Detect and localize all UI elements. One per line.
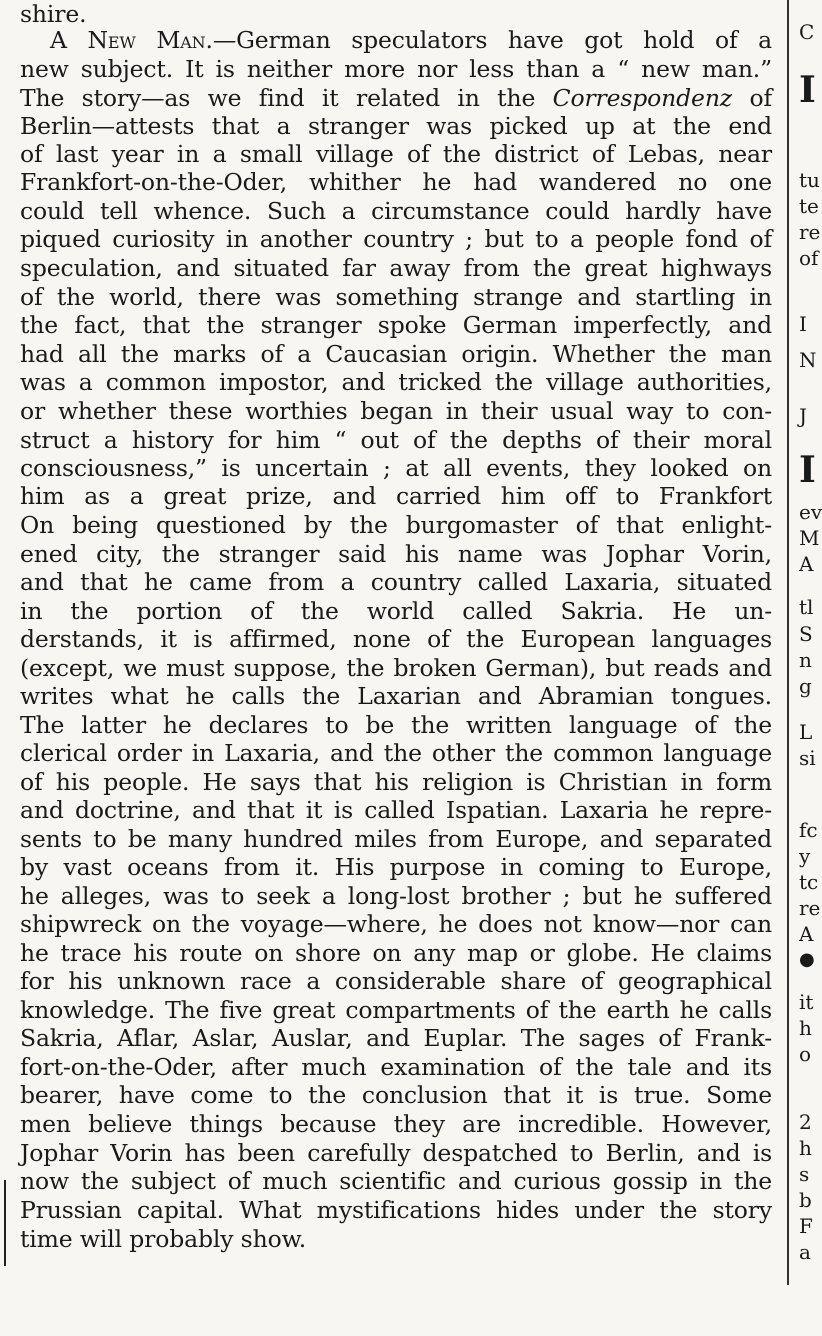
- article-line: him as a great prize, and carried him off to Frankfort: [20, 482, 772, 510]
- article-line: men believe things because they are incredible. However,: [20, 1110, 772, 1138]
- article-line: Prussian capital. What mystifications hides under the story: [20, 1196, 772, 1224]
- fragment: si: [799, 746, 816, 770]
- fragment: I: [799, 312, 807, 336]
- article-line: struct a history for him “ out of the depths of their moral: [20, 426, 772, 454]
- article-line: now the subject of much scientific and curious gossip in the: [20, 1167, 772, 1195]
- article-line: Jophar Vorin has been carefully despatched to Berlin, and is: [20, 1139, 772, 1167]
- fragment: te: [799, 194, 819, 218]
- article-line: The story—as we find it related in the Correspondenz of: [20, 84, 772, 112]
- fragment: S: [799, 622, 813, 646]
- fragment: A: [799, 922, 814, 946]
- article-line: in the portion of the world called Sakria. He un-: [20, 597, 772, 625]
- fragment: F: [799, 1214, 813, 1238]
- adjacent-column-fragments: [795, 0, 822, 1336]
- fragment: n: [799, 648, 812, 672]
- fragment: h: [799, 1016, 812, 1040]
- article-line: could tell whence. Such a circumstance could hardly have: [20, 197, 772, 225]
- article-line: Frankfort-on-the-Oder, whither he had wandered no one: [20, 168, 772, 196]
- article-line: speculation, and situated far away from the great highways: [20, 254, 772, 282]
- fragment: fc: [799, 818, 818, 842]
- fragment: tu: [799, 168, 820, 192]
- fragment: tc: [799, 870, 819, 894]
- article-line: he alleges, was to seek a long-lost brother ; but he suffered: [20, 882, 772, 910]
- fragment: M: [799, 526, 820, 550]
- article-header-fragment: shire.: [20, 0, 87, 28]
- article-line-last: time will probably show.: [20, 1225, 307, 1253]
- fragment: A: [799, 552, 814, 576]
- article-line: bearer, have come to the conclusion that it is true. Some: [20, 1081, 772, 1109]
- fragment: o: [799, 1042, 812, 1066]
- article-line: and that he came from a country called Laxaria, situated: [20, 568, 772, 596]
- article-line: fort-on-the-Oder, after much examination of the tale and its: [20, 1053, 772, 1081]
- article-line: (except, we must suppose, the broken German), but reads and: [20, 654, 772, 682]
- fragment: re: [799, 896, 821, 920]
- fragment: g: [799, 674, 812, 698]
- article-line: clerical order in Laxaria, and the other the common language: [20, 739, 772, 767]
- article-line: of last year in a small village of the district of Lebas, near: [20, 140, 772, 168]
- fragment: of: [799, 246, 819, 270]
- article-line: piqued curiosity in another country ; but to a people fond of: [20, 225, 772, 253]
- article-line: writes what he calls the Laxarian and Abramian tongues.: [20, 682, 772, 710]
- article-line: Berlin—attests that a stranger was picked up at the end: [20, 112, 772, 140]
- fragment: I: [799, 449, 816, 491]
- article-line: A New Man.—German speculators have got hold of a: [50, 26, 773, 54]
- article-heading: A New Man.: [50, 26, 213, 54]
- article-line: of his people. He says that his religion is Christian in form: [20, 768, 772, 796]
- fragment: h: [799, 1136, 812, 1160]
- fragment: L: [799, 720, 813, 744]
- column-divider-rule: [787, 0, 789, 1285]
- article-line: of the world, there was something strange and startling in: [20, 283, 772, 311]
- article-line: derstands, it is affirmed, none of the European languages: [20, 625, 772, 653]
- article-line: sents to be many hundred miles from Europe, and separated: [20, 825, 772, 853]
- article-line: and doctrine, and that it is called Ispatian. Laxaria he repre-: [20, 796, 772, 824]
- article-line: ened city, the stranger said his name was Jophar Vorin,: [20, 540, 772, 568]
- fragment: 2: [799, 1110, 812, 1134]
- fragment: re: [799, 220, 821, 244]
- bullet-icon: ●: [799, 949, 815, 970]
- fragment: s: [799, 1162, 810, 1186]
- fragment: b: [799, 1188, 812, 1212]
- fragment: a: [799, 1240, 811, 1264]
- fragment: N: [799, 348, 817, 372]
- fragment: I: [799, 69, 816, 111]
- article-line: or whether these worthies began in their usual way to con-: [20, 397, 772, 425]
- fragment: y: [799, 844, 811, 868]
- article-line: consciousness,” is uncertain ; at all events, they looked on: [20, 454, 772, 482]
- article-line: was a common impostor, and tricked the village authorities,: [20, 368, 772, 396]
- fragment: C: [799, 20, 815, 44]
- fragment: it: [799, 990, 814, 1014]
- article-line: knowledge. The five great compartments of the earth he calls: [20, 996, 772, 1024]
- fragment: ev: [799, 500, 822, 524]
- article-line: had all the marks of a Caucasian origin. Whether the man: [20, 340, 772, 368]
- article-line: by vast oceans from it. His purpose in coming to Europe,: [20, 853, 772, 881]
- article-line: Sakria, Aflar, Aslar, Auslar, and Euplar. The sages of Frank-: [20, 1024, 772, 1052]
- article-line: the fact, that the stranger spoke German imperfectly, and: [20, 311, 772, 339]
- article-line: for his unknown race a considerable share of geographical: [20, 967, 772, 995]
- article-line: On being questioned by the burgomaster of that enlight-: [20, 511, 772, 539]
- article-line: shipwreck on the voyage—where, he does not know—nor can: [20, 910, 772, 938]
- fragment: tl: [799, 595, 814, 619]
- fragment: J: [799, 404, 808, 428]
- article-line: he trace his route on shore on any map or globe. He claims: [20, 939, 772, 967]
- publication-name: Correspondenz: [552, 84, 733, 112]
- article-line: new subject. It is neither more nor less than a “ new man.”: [20, 55, 772, 83]
- article-line: The latter he declares to be the written language of the: [20, 711, 772, 739]
- left-column-rule: [4, 1180, 6, 1266]
